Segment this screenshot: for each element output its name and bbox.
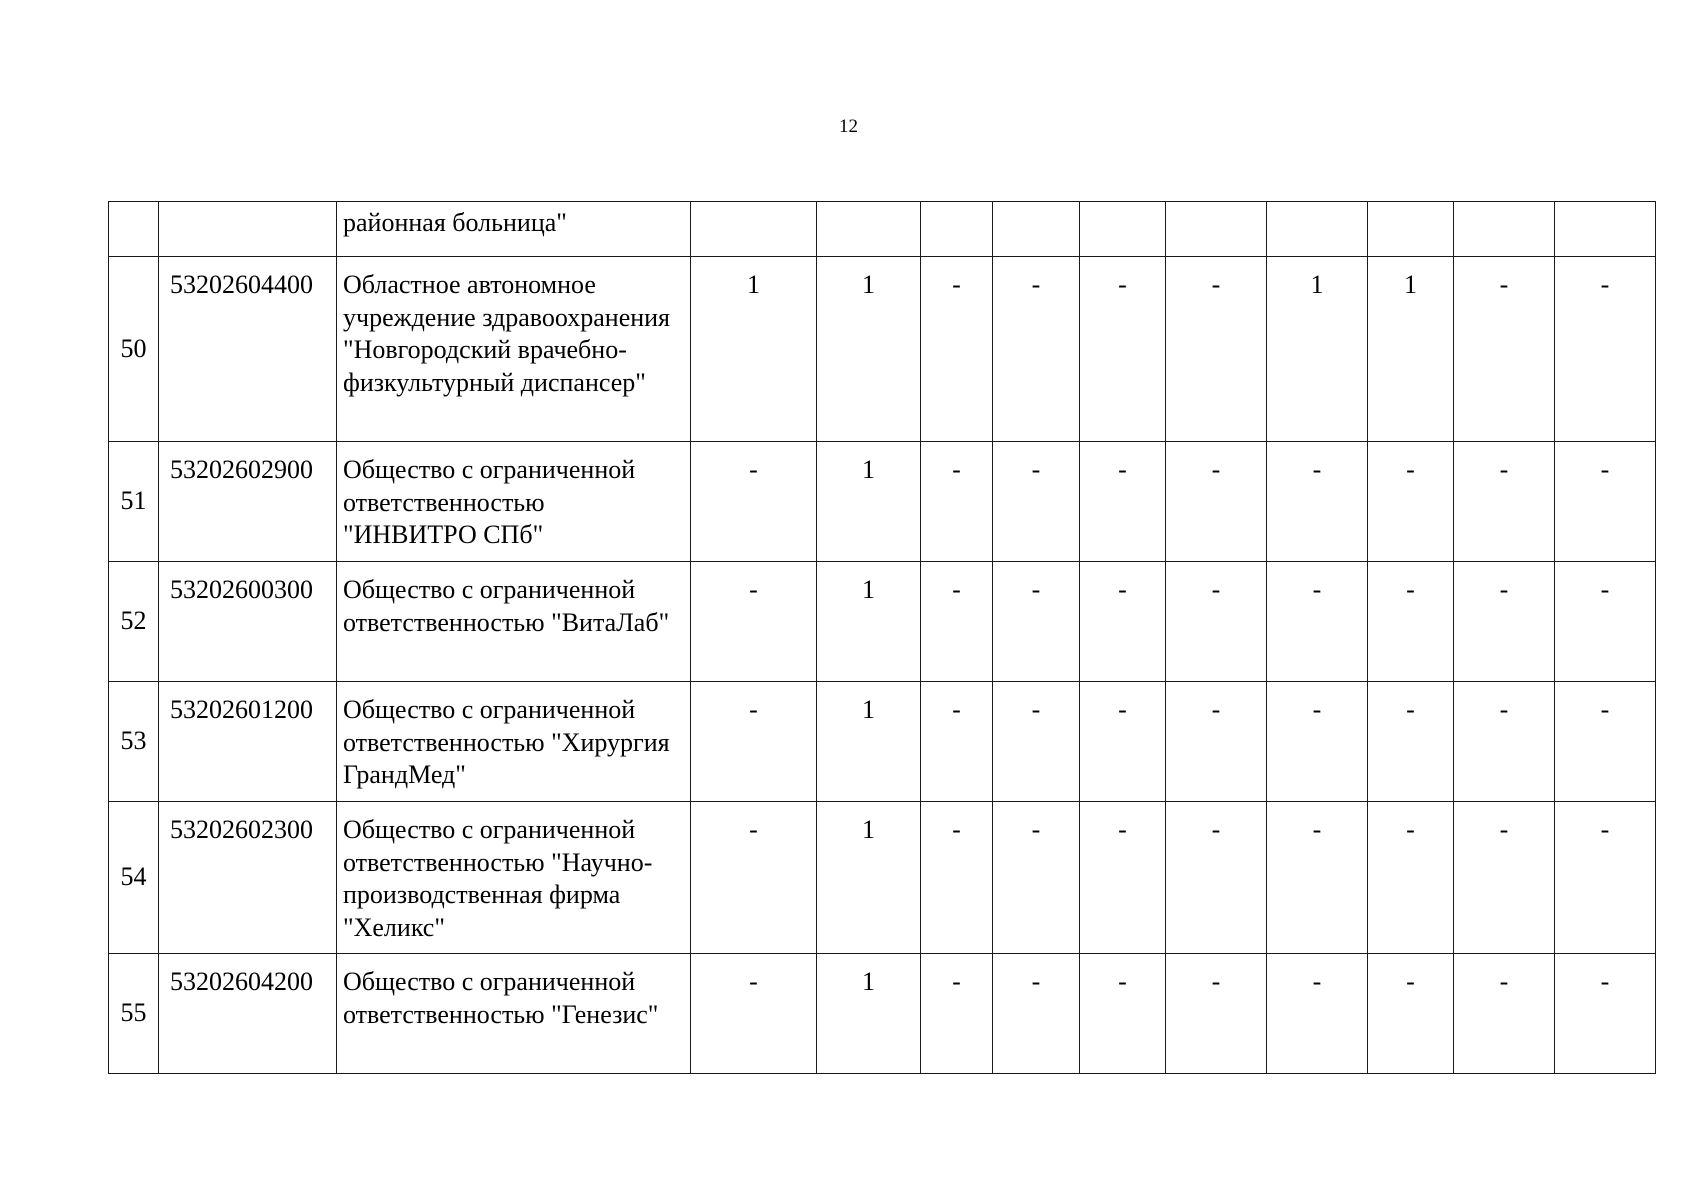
row-code-cell: 53202600300 (159, 562, 337, 682)
value-cell: - (691, 682, 817, 802)
value-cell (921, 202, 993, 257)
row-number-cell: 52 (109, 562, 159, 682)
row-code-cell: 53202602900 (159, 442, 337, 562)
value-cell: - (1555, 682, 1656, 802)
value-cell: 1 (817, 682, 921, 802)
value-cell: - (1267, 954, 1368, 1074)
value-cell: 1 (817, 442, 921, 562)
row-name-cell: Общество с ограниченной ответственностью "Научно-производственная фирма "Хеликс" (337, 802, 691, 954)
value-cell: - (921, 682, 993, 802)
row-name-cell: Общество с ограниченной ответственностью "Генезис" (337, 954, 691, 1074)
value-cell: 1 (817, 562, 921, 682)
row-code-cell: 53202604200 (159, 954, 337, 1074)
value-cell (817, 202, 921, 257)
value-cell (1454, 202, 1555, 257)
value-cell (1555, 202, 1656, 257)
value-cell: - (1166, 802, 1267, 954)
value-cell (691, 202, 817, 257)
value-cell: - (1555, 257, 1656, 442)
row-code-cell (159, 202, 337, 257)
row-number-cell: 54 (109, 802, 159, 954)
value-cell: - (1267, 562, 1368, 682)
value-cell: - (1080, 442, 1166, 562)
value-cell: - (993, 802, 1080, 954)
value-cell: - (1267, 682, 1368, 802)
value-cell (1368, 202, 1454, 257)
value-cell: - (1166, 954, 1267, 1074)
value-cell: - (1368, 802, 1454, 954)
value-cell: - (1555, 954, 1656, 1074)
table-row (109, 562, 1656, 682)
value-cell: - (993, 442, 1080, 562)
table-body (109, 202, 1656, 1074)
value-cell: - (993, 954, 1080, 1074)
table-row (109, 257, 1656, 442)
value-cell (1080, 202, 1166, 257)
value-cell: - (1166, 442, 1267, 562)
value-cell: - (921, 562, 993, 682)
value-cell: - (921, 257, 993, 442)
value-cell: - (1555, 562, 1656, 682)
row-name-cell: Общество с ограниченной ответственностью "ИНВИТРО СПб" (337, 442, 691, 562)
value-cell: 1 (1368, 257, 1454, 442)
value-cell: - (1454, 682, 1555, 802)
row-name-cell: Областное автономное учреждение здравоохранения "Новгородский врачебно-физкультурный диспансер" (337, 257, 691, 442)
value-cell: - (1166, 257, 1267, 442)
value-cell: - (1166, 682, 1267, 802)
value-cell (993, 202, 1080, 257)
value-cell: - (1080, 954, 1166, 1074)
value-cell: - (1368, 442, 1454, 562)
row-code-cell: 53202601200 (159, 682, 337, 802)
value-cell: - (1555, 802, 1656, 954)
organizations-table (108, 201, 1656, 1074)
table-row (109, 802, 1656, 954)
table-row (109, 682, 1656, 802)
value-cell: - (1454, 562, 1555, 682)
value-cell: - (1555, 442, 1656, 562)
row-name-cell: Общество с ограниченной ответственностью "ВитаЛаб" (337, 562, 691, 682)
value-cell: - (691, 954, 817, 1074)
value-cell: - (921, 442, 993, 562)
table-row-continued (109, 202, 1656, 257)
row-number-cell (109, 202, 159, 257)
value-cell: - (1080, 682, 1166, 802)
value-cell: - (1454, 257, 1555, 442)
value-cell: 1 (817, 257, 921, 442)
value-cell (1166, 202, 1267, 257)
value-cell: - (1454, 954, 1555, 1074)
row-code-cell: 53202602300 (159, 802, 337, 954)
value-cell: - (1368, 562, 1454, 682)
value-cell: 1 (1267, 257, 1368, 442)
page-number: 12 (839, 116, 858, 137)
table-row (109, 954, 1656, 1074)
value-cell: - (1080, 562, 1166, 682)
table-row (109, 442, 1656, 562)
value-cell: - (921, 954, 993, 1074)
row-name-cell: Общество с ограниченной ответственностью "Хирургия ГрандМед" (337, 682, 691, 802)
value-cell: - (993, 257, 1080, 442)
row-name-cell: районная больница" (337, 202, 691, 257)
row-number-cell: 55 (109, 954, 159, 1074)
value-cell: - (691, 442, 817, 562)
value-cell: - (1454, 802, 1555, 954)
value-cell: 1 (817, 954, 921, 1074)
value-cell: - (691, 562, 817, 682)
value-cell: 1 (691, 257, 817, 442)
value-cell (1267, 202, 1368, 257)
row-number-cell: 53 (109, 682, 159, 802)
row-code-cell: 53202604400 (159, 257, 337, 442)
value-cell: - (1166, 562, 1267, 682)
value-cell: - (1454, 442, 1555, 562)
value-cell: - (993, 562, 1080, 682)
value-cell: - (1267, 802, 1368, 954)
row-number-cell: 51 (109, 442, 159, 562)
row-number-cell: 50 (109, 257, 159, 442)
value-cell: - (921, 802, 993, 954)
value-cell: - (1368, 954, 1454, 1074)
value-cell: - (1267, 442, 1368, 562)
value-cell: - (691, 802, 817, 954)
value-cell: - (1368, 682, 1454, 802)
value-cell: - (1080, 802, 1166, 954)
value-cell: - (1080, 257, 1166, 442)
value-cell: 1 (817, 802, 921, 954)
value-cell: - (993, 682, 1080, 802)
